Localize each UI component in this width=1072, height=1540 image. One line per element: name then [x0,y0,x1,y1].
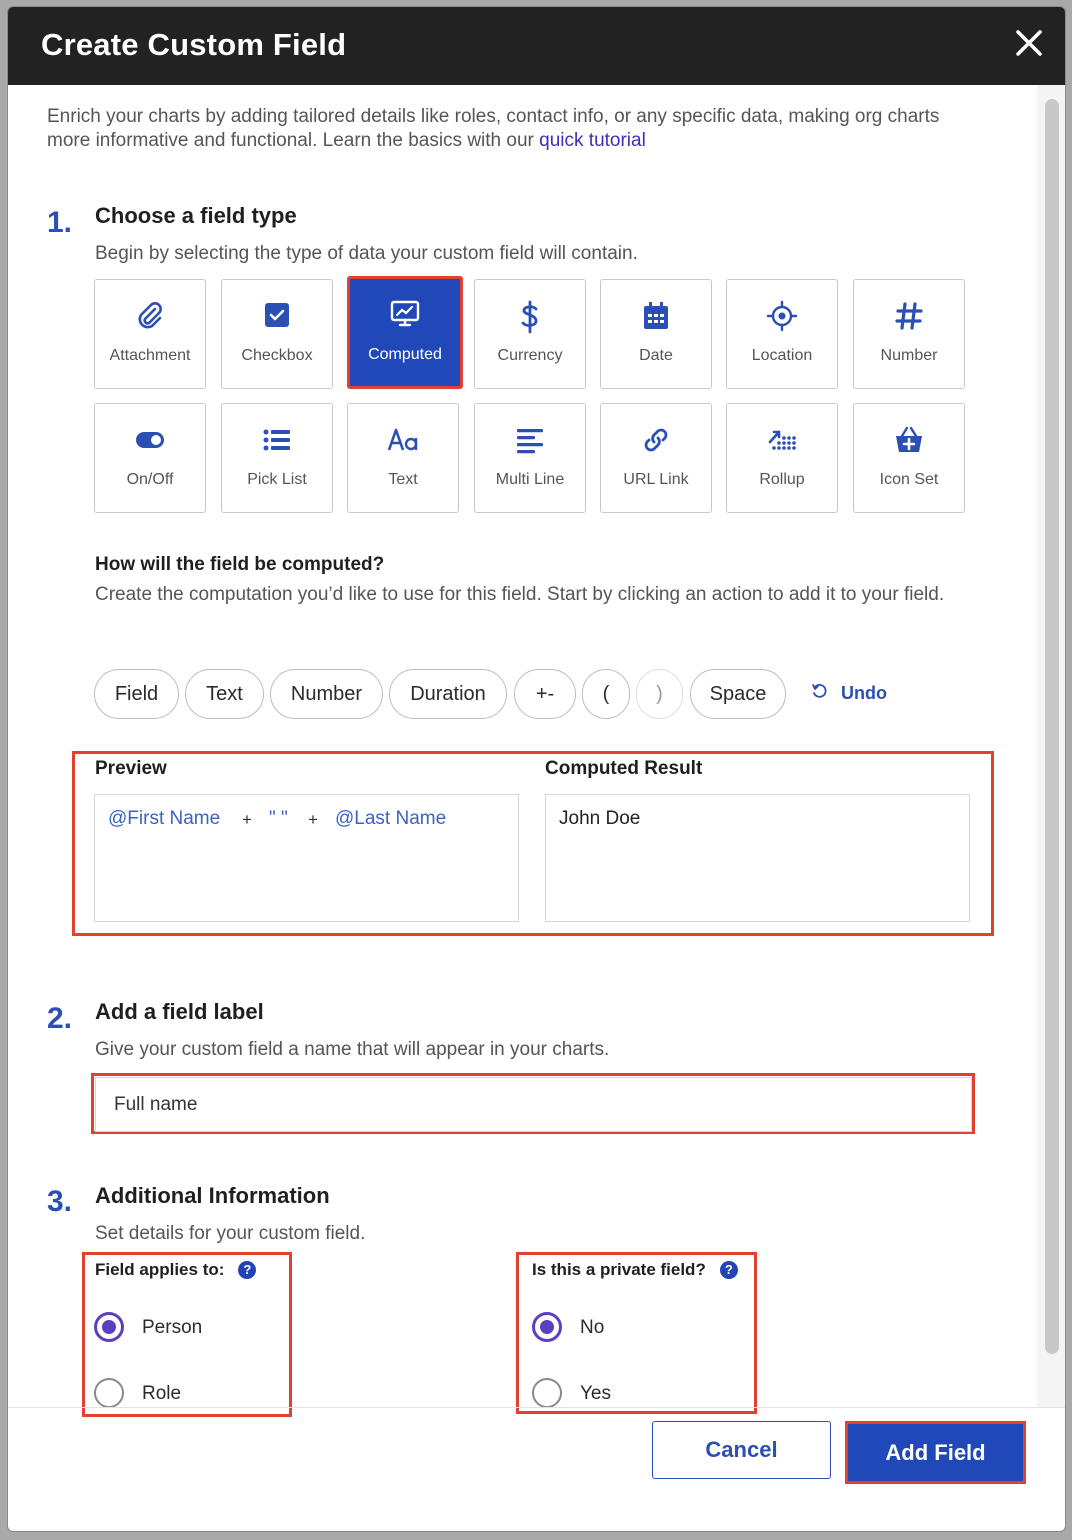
step-2-title: Add a field label [95,999,264,1024]
applies-to-group [95,1260,256,1280]
preview-token-last-name[interactable]: @Last Name [335,808,447,829]
intro-text [47,105,987,153]
intro-body: Enrich your charts by adding tailored details like roles, contact info, or any specific data, making org charts more informative and functional. Learn the basics with our [47,106,940,151]
basket-icon [854,424,964,458]
field-type-label: Icon Set [879,471,939,488]
step-1-subtitle: Begin by selecting the type of data your custom field will contain. [95,243,638,264]
preview-token-first-name[interactable]: @First Name [108,808,221,829]
close-icon[interactable] [1013,27,1045,59]
radio-role[interactable] [94,1378,124,1408]
field-type-number[interactable] [853,279,965,389]
field-type-multi-line[interactable] [474,403,586,513]
computed-description: Create the computation you’d like to use for this field. Start by clicking an action to add it to your field. [95,584,945,605]
field-type-label: Rollup [759,471,805,488]
field-type-checkbox[interactable] [221,279,333,389]
radio-role-label[interactable]: Role [142,1383,182,1404]
preview-operator-plus: + [308,810,318,829]
action-duration-button[interactable]: Duration [389,669,507,719]
hash-icon [854,300,964,334]
field-type-rollup[interactable] [726,403,838,513]
dialog-header [8,7,1065,85]
toggle-icon [95,424,205,458]
action-number-button[interactable]: Number [270,669,383,719]
field-type-on-off[interactable] [94,403,206,513]
field-type-label: URL Link [623,471,689,488]
field-type-label: Multi Line [495,471,565,488]
dollar-icon [475,300,585,334]
field-type-currency[interactable] [474,279,586,389]
field-type-label: Text [388,471,418,488]
quick-tutorial-link[interactable]: quick tutorial [539,130,646,151]
action-operator-button[interactable]: +- [514,669,576,719]
undo-icon [811,683,841,704]
radio-yes-label[interactable]: Yes [580,1383,611,1404]
field-type-label: Location [751,347,813,364]
field-type-attachment[interactable] [94,279,206,389]
computed-result-value: John Doe [559,808,641,829]
radio-no-label[interactable]: No [580,1317,605,1338]
multiline-icon [475,424,585,458]
step-1-title: Choose a field type [95,203,297,228]
field-type-computed[interactable] [347,276,463,389]
text-aa-icon [348,424,458,458]
field-label-input[interactable]: Full name [95,1077,972,1132]
undo-label: Undo [841,683,887,703]
step-2-subtitle: Give your custom field a name that will appear in your charts. [95,1039,610,1060]
add-field-button[interactable]: Add Field [845,1421,1026,1484]
scrollbar-thumb[interactable] [1045,99,1059,1354]
dialog-title: Create Custom Field [41,27,347,62]
link-icon [601,424,711,458]
crosshair-icon [727,300,837,334]
field-type-url-link[interactable] [600,403,712,513]
computed-heading: How will the field be computed? [95,554,385,575]
field-type-label: Attachment [109,347,191,364]
field-type-label: Computed [368,346,442,363]
applies-to-label: Field applies to: [95,1260,225,1279]
step-2-number: 2. [47,1002,73,1035]
cancel-button[interactable]: Cancel [652,1421,831,1479]
field-type-text[interactable] [347,403,459,513]
private-field-group [532,1260,738,1280]
action-text-button[interactable]: Text [185,669,264,719]
field-type-label: Pick List [247,471,307,488]
paperclip-icon [95,300,205,334]
computed-result-label: Computed Result [545,758,703,779]
monitor-chart-icon [350,298,460,332]
action-field-button[interactable]: Field [94,669,179,719]
field-type-icon-set[interactable] [853,403,965,513]
radio-yes[interactable] [532,1378,562,1408]
field-type-label: On/Off [126,471,174,488]
calendar-icon [601,300,711,334]
help-icon[interactable]: ? [238,1261,256,1279]
field-type-date[interactable] [600,279,712,389]
action-space-button[interactable]: Space [690,669,786,719]
radio-person-label[interactable]: Person [142,1317,203,1338]
list-icon [222,424,332,458]
preview-operator-plus: + [242,810,252,829]
step-3-number: 3. [47,1185,73,1218]
action-close-paren-button[interactable]: ) [636,669,683,719]
create-custom-field-dialog [8,7,1065,1531]
field-type-pick-list[interactable] [221,403,333,513]
help-icon[interactable]: ? [720,1261,738,1279]
undo-button[interactable] [811,683,887,704]
radio-person[interactable] [94,1312,124,1342]
field-type-label: Number [880,347,938,364]
step-3-subtitle: Set details for your custom field. [95,1223,366,1244]
preview-token-space[interactable]: " " [269,808,288,829]
action-open-paren-button[interactable]: ( [582,669,630,719]
field-type-label: Checkbox [241,347,313,364]
checkbox-icon [222,300,332,334]
step-1-number: 1. [47,206,73,239]
preview-label: Preview [95,758,167,779]
field-type-label: Currency [497,347,563,364]
rollup-icon [727,424,837,458]
field-type-location[interactable] [726,279,838,389]
radio-no[interactable] [532,1312,562,1342]
field-type-label: Date [639,347,673,364]
private-field-label: Is this a private field? [532,1260,706,1279]
step-3-title: Additional Information [95,1183,330,1208]
footer-divider [8,1407,1065,1408]
